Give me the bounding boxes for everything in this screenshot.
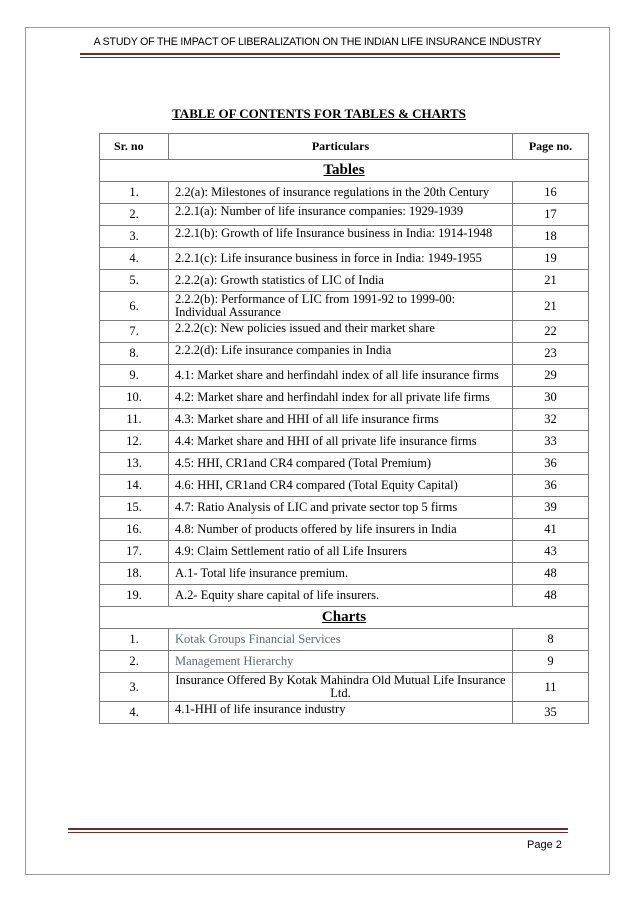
row-sr: 7. [100, 321, 169, 343]
table-row [100, 673, 589, 702]
tables-heading-text: Tables [323, 162, 365, 178]
row-particulars: Insurance Offered By Kotak Mahindra Old Mutual Life Insurance Ltd. [169, 673, 513, 702]
table-row [100, 365, 589, 387]
row-particulars: 2.2.2(b): Performance of LIC from 1991-92 to 1999-00: Individual Assurance [169, 292, 513, 321]
row-particulars: Kotak Groups Financial Services [169, 629, 513, 651]
table-row [100, 519, 589, 541]
toc-table [99, 133, 589, 724]
row-sr: 2. [100, 651, 169, 673]
row-sr: 2. [100, 204, 169, 226]
row-page: 22 [513, 321, 589, 343]
row-particulars: 2.2.1(c): Life insurance business in force in India: 1949-1955 [169, 248, 513, 270]
col-page-header: Page no. [513, 134, 589, 160]
table-row [100, 702, 589, 724]
table-row [100, 585, 589, 607]
table-row [100, 409, 589, 431]
row-sr: 13. [100, 453, 169, 475]
row-particulars: 4.1: Market share and herfindahl index of all life insurance firms [169, 365, 513, 387]
row-sr: 1. [100, 182, 169, 204]
table-row [100, 563, 589, 585]
table-row [100, 321, 589, 343]
row-sr: 6. [100, 292, 169, 321]
row-particulars: A.1- Total life insurance premium. [169, 563, 513, 585]
row-particulars: 4.1-HHI of life insurance industry [169, 702, 513, 724]
toc-header-row [100, 134, 589, 160]
table-row [100, 541, 589, 563]
row-sr: 18. [100, 563, 169, 585]
row-page: 29 [513, 365, 589, 387]
row-particulars: 4.5: HHI, CR1and CR4 compared (Total Premium) [169, 453, 513, 475]
row-particulars: 2.2.2(d): Life insurance companies in India [169, 343, 513, 365]
row-sr: 1. [100, 629, 169, 651]
row-sr: 15. [100, 497, 169, 519]
row-sr: 16. [100, 519, 169, 541]
tables-section-row [100, 160, 589, 182]
charts-section-row [100, 607, 589, 629]
row-particulars: 4.6: HHI, CR1and CR4 compared (Total Equity Capital) [169, 475, 513, 497]
table-row [100, 343, 589, 365]
table-row [100, 182, 589, 204]
row-particulars: 2.2(a): Milestones of insurance regulations in the 20th Century [169, 182, 513, 204]
row-page: 19 [513, 248, 589, 270]
row-page: 36 [513, 453, 589, 475]
header-rule-thin [80, 57, 560, 58]
table-row [100, 629, 589, 651]
table-row [100, 651, 589, 673]
footer-rule [68, 828, 568, 830]
running-header: A STUDY OF THE IMPACT OF LIBERALIZATION ON THE INDIAN LIFE INSURANCE INDUSTRY [93, 36, 542, 48]
row-particulars: 4.2: Market share and herfindahl index for all private life firms [169, 387, 513, 409]
row-page: 18 [513, 226, 589, 248]
row-particulars: 2.2.2(a): Growth statistics of LIC of India [169, 270, 513, 292]
row-page: 43 [513, 541, 589, 563]
table-row [100, 292, 589, 321]
page-number: Page 2 [527, 839, 562, 851]
row-page: 36 [513, 475, 589, 497]
footer-rule-thin [68, 832, 568, 833]
row-page: 8 [513, 629, 589, 651]
table-row [100, 497, 589, 519]
row-sr: 9. [100, 365, 169, 387]
row-sr: 19. [100, 585, 169, 607]
row-page: 32 [513, 409, 589, 431]
row-sr: 5. [100, 270, 169, 292]
table-row [100, 475, 589, 497]
toc-title [0, 106, 638, 122]
table-row [100, 226, 589, 248]
row-particulars: 4.8: Number of products offered by life insurers in India [169, 519, 513, 541]
charts-heading-text: Charts [321, 609, 367, 625]
row-sr: 4. [100, 248, 169, 270]
charts-section-heading [100, 607, 589, 629]
row-particulars: 2.2.1(a): Number of life insurance companies: 1929-1939 [169, 204, 513, 226]
row-particulars: Management Hierarchy [169, 651, 513, 673]
row-page: 16 [513, 182, 589, 204]
row-sr: 11. [100, 409, 169, 431]
table-row [100, 204, 589, 226]
row-sr: 12. [100, 431, 169, 453]
row-sr: 17. [100, 541, 169, 563]
row-page: 30 [513, 387, 589, 409]
row-page: 21 [513, 292, 589, 321]
row-page: 39 [513, 497, 589, 519]
row-particulars: 4.7: Ratio Analysis of LIC and private sector top 5 firms [169, 497, 513, 519]
row-sr: 14. [100, 475, 169, 497]
row-page: 35 [513, 702, 589, 724]
tables-section-heading [100, 160, 589, 182]
col-sr-header: Sr. no [100, 134, 169, 160]
table-row [100, 431, 589, 453]
col-particulars-header: Particulars [169, 134, 513, 160]
table-row [100, 270, 589, 292]
row-page: 21 [513, 270, 589, 292]
row-sr: 8. [100, 343, 169, 365]
toc-title-text: TABLE OF CONTENTS FOR TABLES & CHARTS [172, 106, 466, 121]
row-page: 48 [513, 585, 589, 607]
row-page: 9 [513, 651, 589, 673]
row-page: 33 [513, 431, 589, 453]
table-row [100, 453, 589, 475]
row-page: 48 [513, 563, 589, 585]
row-particulars: 4.3: Market share and HHI of all life insurance firms [169, 409, 513, 431]
row-page: 11 [513, 673, 589, 702]
row-sr: 3. [100, 226, 169, 248]
row-particulars: 4.4: Market share and HHI of all private life insurance firms [169, 431, 513, 453]
row-sr: 10. [100, 387, 169, 409]
header-rule [80, 53, 560, 55]
row-page: 41 [513, 519, 589, 541]
row-particulars: 2.2.1(b): Growth of life Insurance business in India: 1914-1948 [169, 226, 513, 248]
row-particulars: 4.9: Claim Settlement ratio of all Life Insurers [169, 541, 513, 563]
row-sr: 4. [100, 702, 169, 724]
table-row [100, 248, 589, 270]
row-particulars: A.2- Equity share capital of life insurers. [169, 585, 513, 607]
row-page: 23 [513, 343, 589, 365]
row-particulars: 2.2.2(c): New policies issued and their market share [169, 321, 513, 343]
table-row [100, 387, 589, 409]
row-sr: 3. [100, 673, 169, 702]
row-page: 17 [513, 204, 589, 226]
